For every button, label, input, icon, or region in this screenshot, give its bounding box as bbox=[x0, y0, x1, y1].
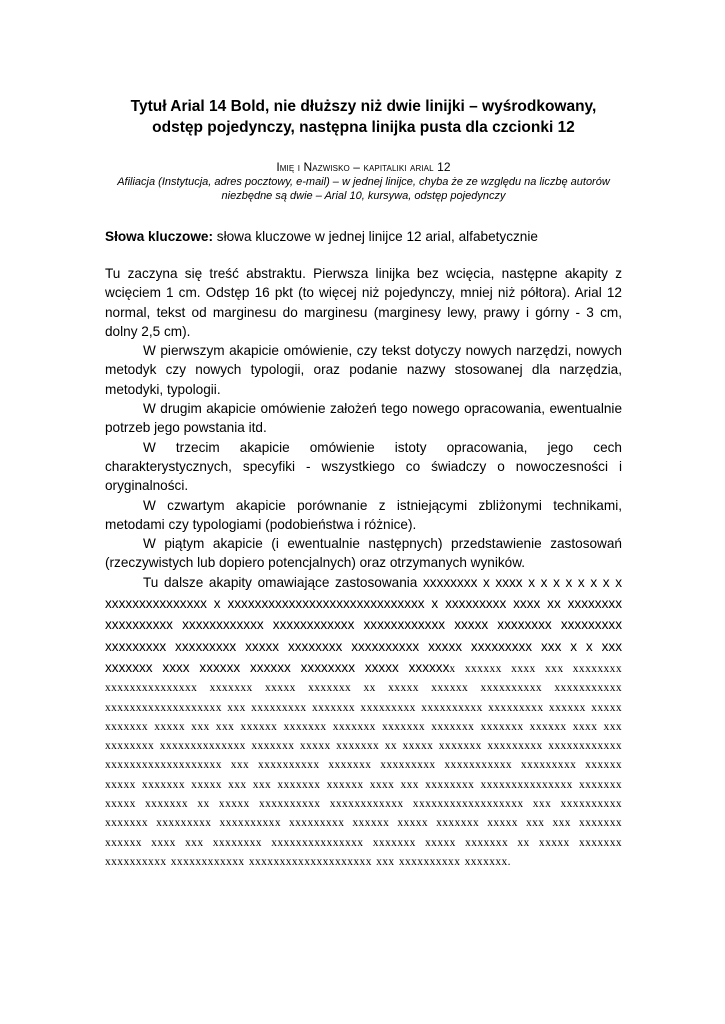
author-affiliation: Afiliacja (Instytucja, adres pocztowy, e-mail) – w jednej linijce, chyba że ze względu na liczbę autorów niezbędne są dwie – Arial 10, kursywa, odstęp pojedynczy bbox=[117, 176, 610, 202]
keywords-line bbox=[105, 227, 622, 246]
paper-title: Tytuł Arial 14 Bold, nie dłuższy niż dwie linijki – wyśrodkowany, odstęp pojedynczy, następna linijka pusta dla czcionki 12 bbox=[130, 98, 597, 136]
abstract-paragraph-2: W pierwszym akapicie omówienie, czy tekst dotyczy nowych narzędzi, nowych metodyk czy nowych typologii, oraz podanie nazwy stosowanej dla narzędzia, metodyki, typologii. bbox=[105, 343, 622, 397]
paragraph-7-sans-text: Tu dalsze akapity omawiające zastosowania xxxxxxxx x xxxx x x x x x x x x xxxxxxxxxxxxxxx x xxxxxxxxxxxxxxxxxxxxxxxxxxxxx x xxxxxxxxx xxxx xx xxxxxxxx xxxxxxxxxx xxxxxxxxxxxx xxxxxxxxxxxx xxxxxxxxxxxx xxxxx xxxxxxxx xxxxxxxxx xxxxxxxxx xxxxxxxxx xxxxx xxxxxxxx xxxxxxxxxx xxxxx xxxxxxxxx xxx x x xxx xxxxxxx xxxx xxxxxx xxxxxx xxxxxxxx xxxxx xxxxxx bbox=[105, 574, 622, 675]
abstract-paragraph-1: Tu zaczyna się treść abstraktu. Pierwsza linijka bez wcięcia, następne akapity z wcięciem 1 cm. Odstęp 16 pkt (to więcej niż pojedynczy, mniej niż półtora). Arial 12 normal, tekst od marginesu do marginesu (marginesy lewy, prawy i górny - 3 cm, dolny 2,5 cm). bbox=[105, 266, 622, 339]
abstract-paragraph-3: W drugim akapicie omówienie założeń tego nowego opracowania, ewentualnie potrzeb jego powstania itd. bbox=[105, 401, 622, 436]
abstract-body bbox=[105, 264, 622, 872]
keywords-label: Słowa kluczowe: bbox=[105, 229, 214, 244]
author-name: Imię i Nazwisko – kapitaliki arial 12 bbox=[276, 160, 451, 174]
paragraph-7-serif-text: x xxxxxx xxxx xxx xxxxxxxx xxxxxxxxxxxxxxx xxxxxxx xxxxx xxxxxxx xx xxxxx xxxxxx xxxxxxxxxx xxxxxxxxxxx xxxxxxxxxxxxxxxxxxx xxx xxxxxxxxx xxxxxxx xxxxxxxxx xxxxxxxxxx xxxxxxxxx xxxxxx xxxxx xxxxxxx xxxxx xxx xxx xxxxxx xxxxxxx xxxxxxx xxxxxxx xxxxxxx xxxxxxx xxxxxx xxxx xxx xxxxxxxx xxxxxxxxxxxxxx xxxxxxx xxxxx xxxxxxx xx xxxxx xxxxxxx xxxxxxxxx xxxxxxxxxxxx xxxxxxxxxxxxxxxxxxx xxx xxxxxxxxxx xxxxxxx xxxxxxxxx xxxxxxxxxxx xxxxxxxxx xxxxxx xxxxx xxxxxxx xxxxx xxx xxx xxxxxxx xxxxxx xxxx xxx xxxxxxxx xxxxxxxxxxxxxxx xxxxxxx xxxxx xxxxxxx xx xxxxx xxxxxxxxxx xxxxxxxxxxxx xxxxxxxxxxxxxxxxxx xxx xxxxxxxxxx xxxxxxx xxxxxxxxx xxxxxxxxxx xxxxxxxxx xxxxxx xxxxx xxxxxxx xxxxx xxx xxx xxxxxxx xxxxxx xxxx xxx xxxxxxxx xxxxxxxxxxxxxxx xxxxxxx xxxxx xxxxxxx xx xxxxx xxxxxxx xxxxxxxxxx xxxxxxxxxxxx xxxxxxxxxxxxxxxxxxxx xxx xxxxxxxxxx xxxxxxx. bbox=[105, 662, 622, 868]
abstract-paragraph-4: W trzecim akapicie omówienie istoty opracowania, jego cech charakterystycznych, specyfiki - wszystkiego co świadczy o nowoczesności i oryginalności. bbox=[105, 439, 622, 494]
abstract-template bbox=[105, 96, 622, 872]
abstract-paragraph-6: W piątym akapicie (i ewentualnie następnych) przedstawienie zastosowań (rzeczywistych lub dopiero potencjalnych) oraz otrzymanych wyników. bbox=[105, 536, 622, 571]
abstract-paragraph-7 bbox=[105, 573, 622, 872]
abstract-paragraph-5: W czwartym akapicie porównanie z istniejącymi zbliżonymi technikami, metodami czy typologiami (podobieństwa i różnice). bbox=[105, 497, 622, 532]
keywords-text: słowa kluczowe w jednej linijce 12 arial, alfabetycznie bbox=[213, 229, 538, 244]
